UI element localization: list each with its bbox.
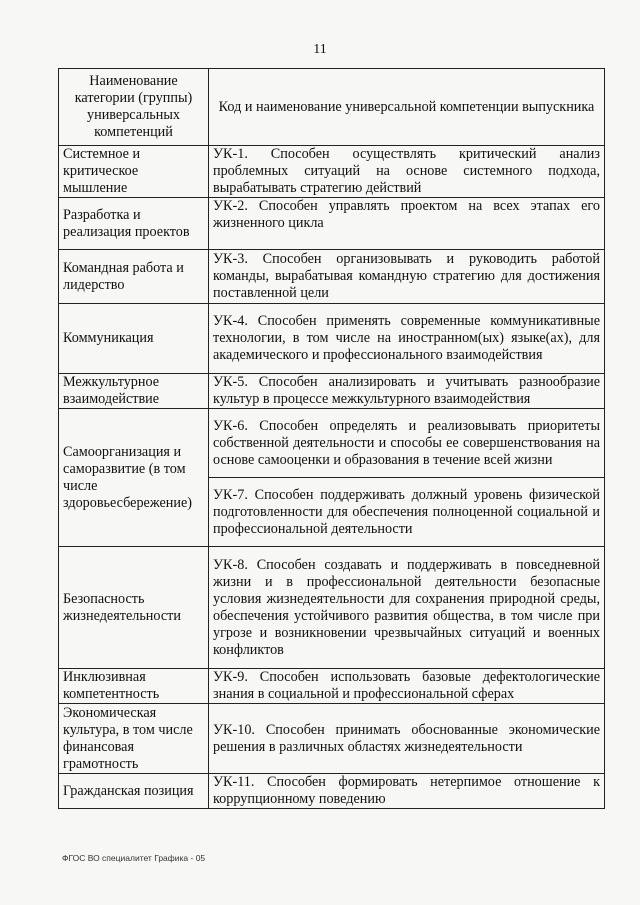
table-row <box>59 304 605 374</box>
category-cell: Инклюзивная компетентность <box>59 669 209 704</box>
competence-cell: УК-4. Способен применять современные коммуникативные технологии, в том числе на иностранном(ых) языке(ах), для академического и профессионального взаимодействия <box>209 304 605 374</box>
competence-cell: УК-8. Способен создавать и поддерживать в повседневной жизни и в профессиональной деятельности безопасные условия жизнедеятельности для сохранения природной среды, обеспечения устойчивого развития общества, в том числе при угрозе и возникновении чрезвычайных ситуаций и военных конфликтов <box>209 547 605 669</box>
category-cell: Командная работа и лидерство <box>59 250 209 304</box>
category-cell: Системное и критическое мышление <box>59 146 209 198</box>
category-cell: Самоорганизация и саморазвитие (в том числе здоровьесбережение) <box>59 409 209 547</box>
competence-cell: УК-11. Способен формировать нетерпимое отношение к коррупционному поведению <box>209 774 605 809</box>
category-cell: Безопасность жизнедеятельности <box>59 547 209 669</box>
competence-cell: УК-7. Способен поддерживать должный уровень физической подготовленности для обеспечения полноценной социальной и профессиональной деятельности <box>209 478 605 547</box>
category-cell: Межкультурное взаимодействие <box>59 374 209 409</box>
table-row <box>59 146 605 198</box>
header-category: Наименование категории (группы) универсальных компетенций <box>59 69 209 146</box>
table-header-row <box>59 69 605 146</box>
competence-cell: УК-5. Способен анализировать и учитывать разнообразие культур в процессе межкультурного взаимодействия <box>209 374 605 409</box>
competence-cell: УК-9. Способен использовать базовые дефектологические знания в социальной и профессиональной сферах <box>209 669 605 704</box>
competence-cell: УК-10. Способен принимать обоснованные экономические решения в различных областях жизнедеятельности <box>209 704 605 774</box>
competence-cell: УК-1. Способен осуществлять критический анализ проблемных ситуаций на основе системного подхода, вырабатывать стратегию действий <box>209 146 605 198</box>
category-cell: Коммуникация <box>59 304 209 374</box>
header-code: Код и наименование универсальной компетенции выпускника <box>209 69 605 146</box>
table-row <box>59 198 605 250</box>
competence-cell: УК-3. Способен организовывать и руководить работой команды, вырабатывая командную стратегию для достижения поставленной цели <box>209 250 605 304</box>
category-cell: Гражданская позиция <box>59 774 209 809</box>
table-row <box>59 704 605 774</box>
table-row <box>59 774 605 809</box>
table-row <box>59 250 605 304</box>
page-number: 11 <box>313 42 327 57</box>
category-cell: Разработка и реализация проектов <box>59 198 209 250</box>
competencies-table <box>58 68 605 809</box>
table-row <box>59 409 605 478</box>
competence-cell: УК-6. Способен определять и реализовывать приоритеты собственной деятельности и способы ее совершенствования на основе самооценки и образования в течение всей жизни <box>209 409 605 478</box>
document-footer: ФГОС ВО специалитет Графика - 05 <box>62 853 206 863</box>
table-row <box>59 547 605 669</box>
table-row <box>59 374 605 409</box>
category-cell: Экономическая культура, в том числе финансовая грамотность <box>59 704 209 774</box>
table-row <box>59 669 605 704</box>
competence-cell: УК-2. Способен управлять проектом на всех этапах его жизненного цикла <box>209 198 605 250</box>
